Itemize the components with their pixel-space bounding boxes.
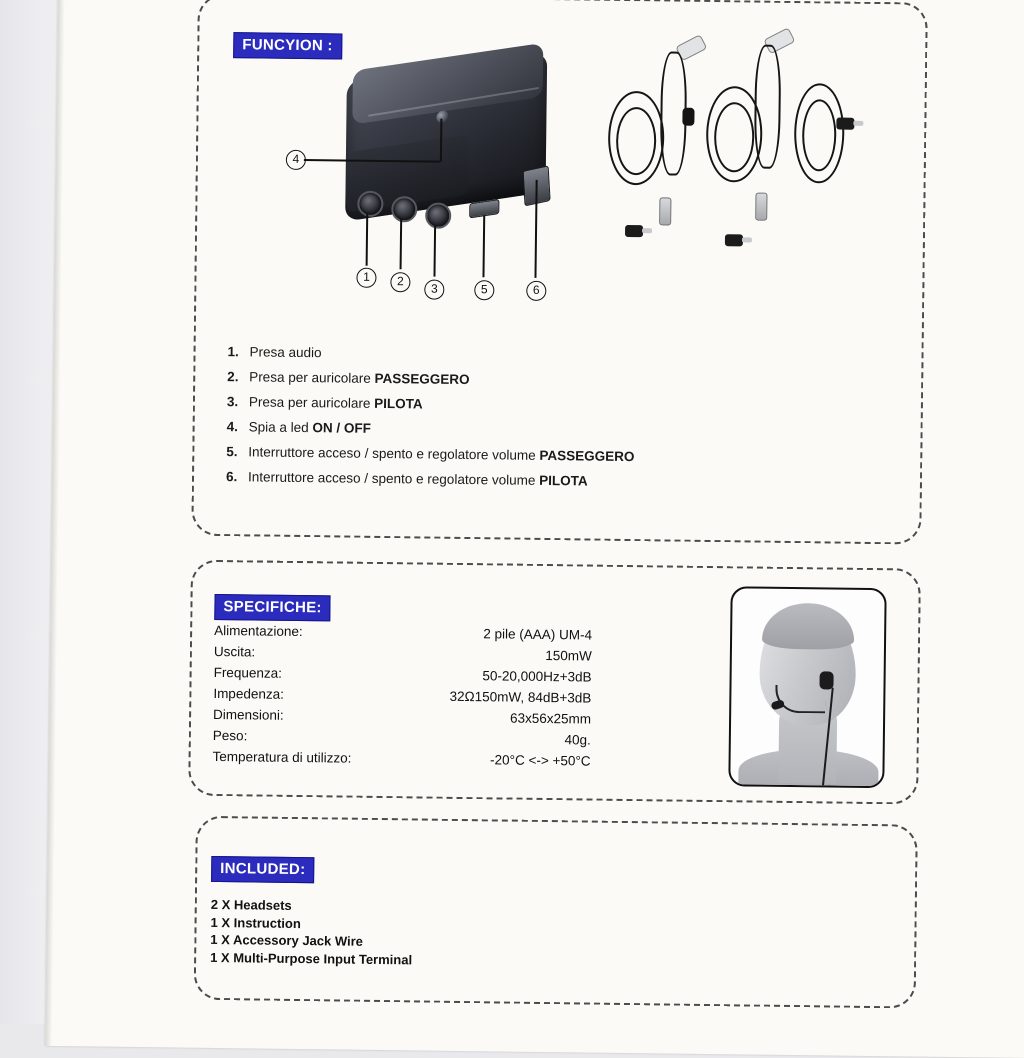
callout-2: 2 <box>390 272 410 292</box>
callout-4: 4 <box>286 150 306 170</box>
function-list-item <box>226 469 696 491</box>
device-illustration <box>286 47 589 301</box>
specifications-section <box>188 560 921 805</box>
audio-plug-1 <box>625 225 643 237</box>
spec-label: Dimensioni: <box>213 704 400 727</box>
function-list-item <box>227 344 697 366</box>
callout-line-1 <box>366 214 368 266</box>
list-item: 2 X Headsets <box>211 896 413 916</box>
accessory-jack-plug <box>836 118 854 130</box>
spec-label: Impedenza: <box>213 683 400 706</box>
spec-label: Peso: <box>213 725 400 748</box>
included-section <box>194 816 918 1009</box>
audio-plug-2 <box>725 234 743 246</box>
list-item: 1 X Accessory Jack Wire <box>210 931 412 951</box>
callout-line-5 <box>482 215 484 277</box>
spec-label: Uscita: <box>214 641 401 664</box>
function-item-number: 1. <box>227 344 249 360</box>
function-item-number: 6. <box>226 469 248 485</box>
list-item: 1 X Instruction <box>210 913 412 933</box>
function-list-item <box>227 419 697 441</box>
function-item-text <box>249 419 371 436</box>
list-item: 1 X Multi-Purpose Input Terminal <box>210 948 412 968</box>
callout-line-2 <box>400 219 402 269</box>
spec-value: 63x56x25mm <box>400 706 591 729</box>
function-list-item <box>227 369 697 391</box>
function-item-text-plain: Spia a led <box>249 419 313 435</box>
callout-3: 3 <box>424 279 444 299</box>
function-item-text-bold: PILOTA <box>374 396 423 412</box>
headset-wearing-photo <box>728 586 886 788</box>
function-item-text <box>249 369 470 388</box>
function-item-text-plain: Presa audio <box>249 344 321 360</box>
mannequin-hair <box>762 603 855 650</box>
spec-label: Alimentazione: <box>214 620 401 643</box>
headsets-illustration <box>596 11 940 315</box>
function-item-number: 4. <box>227 419 249 435</box>
function-item-text-plain: Presa per auricolare <box>249 394 374 411</box>
specifications-section-title: SPECIFICHE: <box>214 594 331 621</box>
function-list-item <box>226 444 696 466</box>
function-item-text <box>248 469 588 489</box>
spec-value: 2 pile (AAA) UM-4 <box>401 622 592 645</box>
function-item-text <box>249 394 423 412</box>
spec-value: -20°C <-> +50°C <box>399 748 590 771</box>
spec-label: Frequenza: <box>213 662 400 685</box>
function-item-text-bold: PASSEGGERO <box>539 448 634 464</box>
spec-label: Temperatura di utilizzo: <box>212 746 399 769</box>
function-item-text-bold: PASSEGGERO <box>374 371 469 387</box>
specifications-table <box>212 620 592 772</box>
passenger-jack-icon <box>391 196 417 222</box>
callout-line-6 <box>534 180 537 278</box>
callout-6: 6 <box>526 281 546 301</box>
callout-5: 5 <box>474 280 494 300</box>
function-section <box>191 0 928 545</box>
function-item-number: 5. <box>226 444 248 460</box>
cable-strand-2 <box>754 45 782 169</box>
function-item-text-bold: PILOTA <box>539 473 588 489</box>
callout-line-3 <box>433 226 435 277</box>
function-item-text-plain: Interruttore acceso / spento e regolatore volume <box>248 469 539 488</box>
function-item-number: 2. <box>227 369 249 385</box>
spec-value: 150mW <box>401 643 592 666</box>
pilot-jack-icon <box>425 203 451 229</box>
callout-1: 1 <box>356 268 376 288</box>
function-list-item <box>227 394 697 416</box>
function-item-text-plain: Presa per auricolare <box>249 369 374 386</box>
function-item-number: 3. <box>227 394 249 410</box>
function-item-text <box>249 344 321 361</box>
spec-value: 50-20,000Hz+3dB <box>400 664 591 687</box>
spec-value: 40g. <box>400 727 591 750</box>
spec-value: 32Ω150mW, 84dB+3dB <box>400 685 591 708</box>
cable-clip-1 <box>682 108 694 126</box>
function-item-text-bold: ON / OFF <box>312 420 371 436</box>
manual-page <box>45 0 1024 1022</box>
function-section-title: FUNCYION : <box>233 32 342 59</box>
function-item-text <box>248 444 634 465</box>
cable-connector-2 <box>755 193 767 221</box>
included-section-title: INCLUDED: <box>211 856 315 883</box>
function-list <box>226 344 698 500</box>
table-row <box>212 746 590 772</box>
paper-sheet <box>45 0 1024 1058</box>
cable-connector-1 <box>659 197 671 225</box>
included-list <box>210 896 413 968</box>
audio-jack-icon <box>357 191 383 217</box>
function-item-text-plain: Interruttore acceso / spento e regolatore volume <box>248 444 539 463</box>
